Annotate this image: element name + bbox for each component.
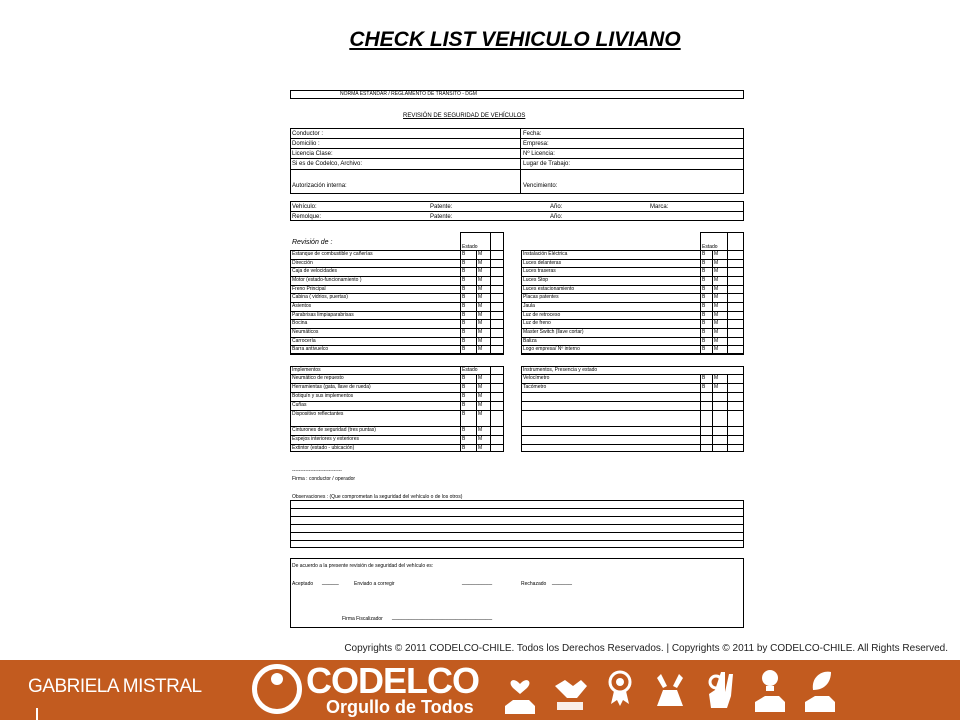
checklist-item: Dirección (292, 259, 313, 266)
patente-label: Patente: (430, 204, 453, 210)
autorizacion-label: Autorización interna: (292, 183, 347, 189)
status-m-checkbox[interactable]: M (478, 320, 483, 327)
status-m-checkbox[interactable]: M (478, 375, 483, 381)
status-b-checkbox[interactable]: B (462, 436, 466, 442)
status-b-checkbox[interactable]: B (702, 259, 706, 266)
checklist-item: Luces Stop (523, 277, 549, 283)
status-b-checkbox[interactable]: B (702, 285, 706, 292)
status-m-checkbox[interactable]: M (478, 337, 483, 344)
status-b-checkbox[interactable]: B (702, 384, 706, 390)
checklist-item: Luces traseras (523, 268, 556, 275)
implemento-item: Botiquín y sus implementos (292, 393, 354, 399)
status-b-checkbox[interactable]: B (702, 337, 706, 344)
conductor-label: Conductor : (292, 131, 324, 137)
hands-together-icon (653, 662, 687, 716)
empresa-label: Empresa: (523, 141, 549, 147)
status-b-checkbox[interactable]: B (462, 411, 466, 417)
implemento-item: Extintor (estado - ubicación) (292, 445, 355, 451)
status-m-checkbox[interactable]: M (714, 337, 719, 344)
checklist-item: Luz de freno (523, 320, 551, 327)
status-b-checkbox[interactable]: B (462, 320, 466, 327)
medal-icon (603, 662, 637, 716)
checklist-item: Motor (estado-funcionamiento ) (292, 277, 362, 283)
status-b-checkbox[interactable]: B (462, 311, 466, 318)
lugar-trabajo-label: Lugar de Trabajo: (523, 161, 571, 167)
checklist-item: Logo empresa/ Nº interno (523, 346, 580, 353)
status-m-checkbox[interactable]: M (478, 411, 483, 417)
status-m-checkbox[interactable]: M (714, 320, 719, 327)
aceptado-label: Aceptado (292, 581, 314, 587)
status-m-checkbox[interactable]: M (478, 285, 483, 292)
remolque-label: Remolque: (292, 214, 322, 220)
leaf-hand-icon (803, 662, 837, 716)
licencia-label: Licencia Clase: (292, 151, 333, 157)
status-m-checkbox[interactable]: M (714, 251, 719, 257)
estado-left-header: Estado (462, 244, 478, 250)
status-m-checkbox[interactable]: M (714, 294, 719, 301)
marca-label: Marca: (650, 204, 669, 210)
page-title: CHECK LIST VEHICULO LIVIANO (349, 28, 681, 51)
firma-line: ------------------------------ (292, 468, 342, 474)
status-m-checkbox[interactable]: M (478, 303, 483, 310)
status-m-checkbox[interactable]: M (478, 384, 483, 390)
status-b-checkbox[interactable]: B (462, 402, 466, 408)
implemento-item: Cinturones de seguridad (tres puntas) (292, 427, 376, 433)
status-m-checkbox[interactable]: M (478, 277, 483, 283)
checklist-item: Neumáticos (292, 329, 319, 336)
implemento-item: Neumático de repuesto (292, 375, 344, 381)
text-cursor (36, 708, 38, 720)
status-m-checkbox[interactable]: M (478, 436, 483, 442)
status-b-checkbox[interactable]: B (702, 329, 706, 336)
firma-fiscalizador-label: Firma Fiscalizador (342, 616, 383, 622)
instrumentos-header: Instrumentos, Presencia y estado (523, 367, 598, 373)
lightbulb-hand-icon (753, 662, 787, 716)
ano-label: Año: (550, 204, 563, 210)
checklist-item: Luz de retroceso (523, 311, 561, 318)
codelco-archivo-label: Si es de Codelco, Archivo: (292, 161, 363, 167)
logo-dot (271, 673, 283, 685)
heart-hand-icon (503, 662, 537, 716)
status-b-checkbox[interactable]: B (702, 251, 706, 257)
status-b-checkbox[interactable]: B (462, 294, 466, 301)
fiscalizador-line[interactable]: ______________________________ (392, 614, 493, 620)
status-m-checkbox[interactable]: M (714, 303, 719, 310)
status-m-checkbox[interactable]: M (478, 346, 483, 353)
implemento-item: Cuñas (292, 402, 307, 408)
status-b-checkbox[interactable]: B (462, 393, 466, 399)
status-m-checkbox[interactable]: M (714, 329, 719, 336)
status-b-checkbox[interactable]: B (462, 375, 466, 381)
status-b-checkbox[interactable]: B (702, 375, 706, 381)
implemento-item: Espejos interiores y exteriores (292, 436, 359, 442)
status-b-checkbox[interactable]: B (462, 337, 466, 344)
status-m-checkbox[interactable]: M (478, 445, 483, 451)
rechazado-line[interactable]: ______ (552, 579, 573, 585)
checklist-item: Cabina ( vidrios, puertas) (292, 294, 348, 301)
status-m-checkbox[interactable]: M (478, 402, 483, 408)
status-m-checkbox[interactable]: M (478, 311, 483, 318)
status-b-checkbox[interactable]: B (702, 311, 706, 318)
implementos-header: Implementos (292, 367, 321, 373)
enviado-label: Enviado a corregir (354, 581, 395, 587)
checklist-item: Freno Principal (292, 285, 326, 292)
vencimiento-label: Vencimiento: (523, 183, 558, 189)
status-b-checkbox[interactable]: B (702, 277, 706, 283)
brand-name: CODELCO (306, 660, 479, 701)
status-m-checkbox[interactable]: M (714, 384, 719, 390)
licencia-num-label: Nº Licencia: (523, 151, 555, 157)
instrumento-item: Tacómetro (523, 384, 547, 390)
observaciones-label: Observaciones : (Que comprometan la seguridad del vehículo o de los otros) (292, 494, 463, 500)
implementos-estado-header: Estado (462, 367, 478, 373)
remolque-ano-label: Año: (550, 214, 563, 220)
codelco-logo-icon (252, 664, 302, 714)
status-m-checkbox[interactable]: M (478, 251, 483, 257)
status-b-checkbox[interactable]: B (462, 346, 466, 353)
checklist-item: Asientos (292, 303, 312, 310)
status-b-checkbox[interactable]: B (462, 427, 466, 433)
estado-right-header: Estado (702, 244, 718, 250)
implemento-item: Dispositivo reflectantes (292, 411, 344, 417)
checklist-item: Bocina (292, 320, 308, 327)
status-b-checkbox[interactable]: B (462, 268, 466, 275)
status-m-checkbox[interactable]: M (714, 277, 719, 283)
status-m-checkbox[interactable]: M (714, 311, 719, 318)
status-b-checkbox[interactable]: B (462, 303, 466, 310)
handshake-icon (553, 662, 587, 716)
status-m-checkbox[interactable]: M (714, 259, 719, 266)
instrumentos-table (521, 366, 744, 452)
enviado-line[interactable]: _________ (462, 579, 493, 585)
status-b-checkbox[interactable]: B (462, 277, 466, 283)
checklist-form (290, 90, 744, 630)
implemento-item: Herramientas (gata, llave de rueda) (292, 384, 371, 390)
status-m-checkbox[interactable]: M (714, 268, 719, 275)
remolque-patente-label: Patente: (430, 214, 453, 220)
checklist-item: Caja de velocidades (292, 268, 338, 275)
status-b-checkbox[interactable]: B (462, 329, 466, 336)
firma-conductor-label: Firma : conductor / operador (292, 476, 356, 482)
location-label: GABRIELA MISTRAL (28, 676, 202, 697)
checklist-item: Master Switch (llave cortar) (523, 329, 584, 336)
status-m-checkbox[interactable]: M (478, 294, 483, 301)
checklist-item: Carrocería (292, 337, 316, 344)
status-m-checkbox[interactable]: M (478, 259, 483, 266)
aceptado-line[interactable]: _____ (322, 579, 339, 585)
checklist-item: Baliza (523, 337, 537, 344)
vehiculo-label: Vehículo: (292, 204, 317, 210)
status-b-checkbox[interactable]: B (462, 285, 466, 292)
domicilio-label: Domicilio : (292, 141, 320, 147)
status-b-checkbox[interactable]: B (462, 259, 466, 266)
revision-title: REVISIÓN DE SEGURIDAD DE VEHÍCULOS (403, 113, 526, 119)
checklist-item: Jaula (523, 303, 535, 310)
checklist-item: Luces delanteras (523, 259, 562, 266)
status-m-checkbox[interactable]: M (714, 375, 719, 381)
status-b-checkbox[interactable]: B (702, 303, 706, 310)
revision-de-label: Revisión de : (292, 239, 333, 246)
checklist-item: Parabrisas limpiaparabrisas (292, 311, 354, 318)
status-m-checkbox[interactable]: M (478, 268, 483, 275)
fecha-label: Fecha: (523, 131, 542, 137)
status-b-checkbox[interactable]: B (462, 384, 466, 390)
acuerdo-label: De acuerdo a la presente revisión de seguridad del vehículo es: (292, 563, 434, 569)
status-b-checkbox[interactable]: B (702, 320, 706, 327)
brand-tagline: Orgullo de Todos (326, 697, 474, 717)
ok-hand-icon (703, 662, 737, 716)
checklist-item: Estanque de combustible y cañerías (292, 251, 373, 257)
status-m-checkbox[interactable]: M (478, 329, 483, 336)
status-m-checkbox[interactable]: M (478, 427, 483, 433)
status-b-checkbox[interactable]: B (462, 445, 466, 451)
status-b-checkbox[interactable]: B (702, 268, 706, 275)
status-m-checkbox[interactable]: M (714, 285, 719, 292)
status-m-checkbox[interactable]: M (478, 393, 483, 399)
checklist-item: Barra antivuelco (292, 346, 329, 353)
status-m-checkbox[interactable]: M (714, 346, 719, 353)
checklist-item: Instalación Eléctrica (523, 251, 568, 257)
copyright-text: Copyrights © 2011 CODELCO-CHILE. Todos los Derechos Reservados. | Copyrights © 2011 by CODELCO-CHILE. All Rights Reserved. (344, 643, 948, 654)
checklist-item: Placas patentes (523, 294, 559, 301)
status-b-checkbox[interactable]: B (702, 294, 706, 301)
norma-label: NORMA ESTÁNDAR / REGLAMENTO DE TRANSITO - DGM (340, 91, 477, 97)
status-b-checkbox[interactable]: B (702, 346, 706, 353)
status-b-checkbox[interactable]: B (462, 251, 466, 257)
instrumento-item: Velocímetro (523, 375, 550, 381)
rechazado-label: Rechazado (521, 581, 547, 587)
checklist-item: Luces estacionamiento (523, 285, 575, 292)
